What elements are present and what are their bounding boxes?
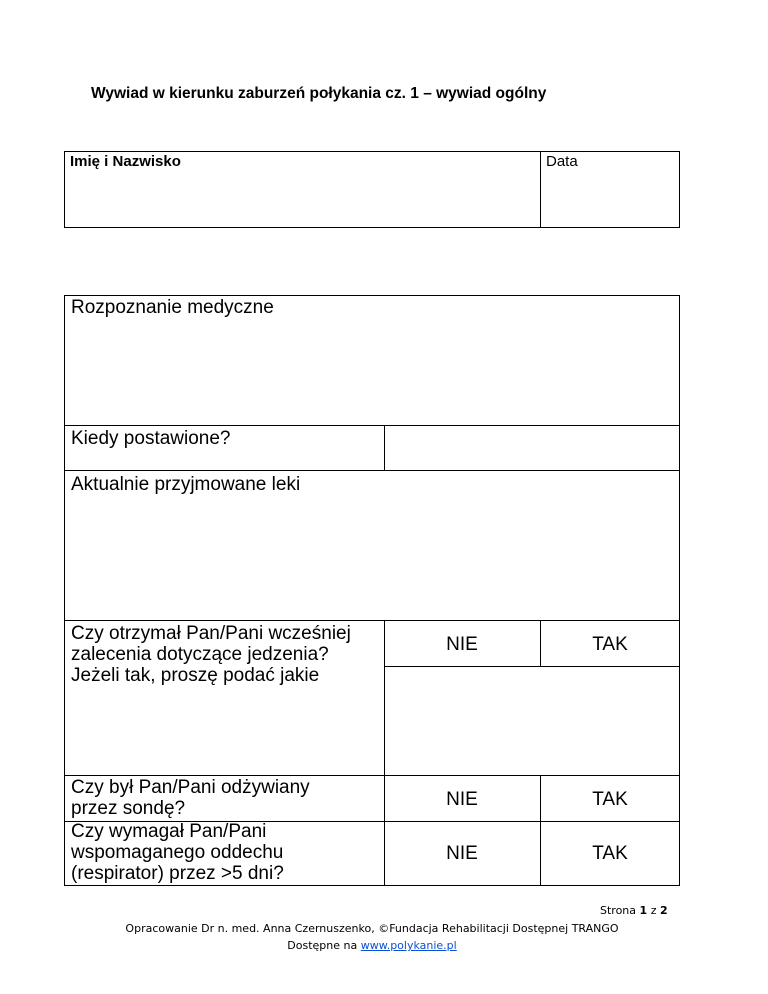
tube-feeding-question-line-1: Czy był Pan/Pani odżywiany	[71, 777, 310, 798]
tube-feeding-yes-option[interactable]: TAK	[592, 789, 628, 810]
footer-availability-prefix: Dostępne na	[287, 939, 358, 952]
diagnosis-label: Rozpoznanie medyczne	[71, 297, 274, 318]
row-divider	[64, 470, 680, 471]
page-number-total: 2	[659, 904, 668, 917]
tube-feeding-question-line-2: przez sondę?	[71, 798, 186, 819]
date-field-label: Data	[546, 153, 578, 170]
row-divider	[64, 775, 680, 776]
tube-feeding-no-option[interactable]: NIE	[446, 789, 478, 810]
name-date-divider	[540, 151, 541, 228]
medications-label: Aktualnie przyjmowane leki	[71, 474, 301, 495]
row-divider	[384, 666, 680, 667]
diagnosis-date-label: Kiedy postawione?	[71, 428, 231, 449]
recommendations-yes-option[interactable]: TAK	[592, 634, 628, 655]
respirator-no-option[interactable]: NIE	[446, 843, 478, 864]
recommendations-question-line-2: zalecenia dotyczące jedzenia?	[71, 644, 329, 665]
footer-credits: Opracowanie Dr n. med. Anna Czernuszenko, ©Fundacja Rehabilitacji Dostępnej TRANGO	[125, 922, 619, 935]
respirator-question-line-2: wspomaganego oddechu	[71, 842, 284, 863]
name-field-label: Imię i Nazwisko	[70, 153, 181, 170]
footer-availability	[64, 939, 680, 952]
recommendations-details-label: Jeżeli tak, proszę podać jakie	[71, 665, 320, 686]
row-divider	[64, 620, 680, 621]
website-link[interactable]: www.polykanie.pl	[360, 939, 457, 952]
row-divider	[64, 425, 680, 426]
page-number-separator: z	[650, 904, 657, 917]
respirator-question	[71, 821, 284, 884]
document-title: Wywiad w kierunku zaburzeń połykania cz. 1 – wywiad ogólny	[91, 85, 547, 102]
recommendations-question-line-1: Czy otrzymał Pan/Pani wcześniej	[71, 623, 351, 644]
column-divider	[384, 425, 385, 470]
tube-feeding-question	[71, 777, 310, 819]
page-number-prefix: Strona	[600, 904, 637, 917]
page-number-current: 1	[639, 904, 648, 917]
respirator-yes-option[interactable]: TAK	[592, 843, 628, 864]
recommendations-no-option[interactable]: NIE	[446, 634, 478, 655]
respirator-question-line-3: (respirator) przez >5 dni?	[71, 863, 284, 884]
recommendations-question	[71, 623, 351, 686]
respirator-question-line-1: Czy wymagał Pan/Pani	[71, 821, 267, 842]
page-number	[600, 904, 668, 917]
